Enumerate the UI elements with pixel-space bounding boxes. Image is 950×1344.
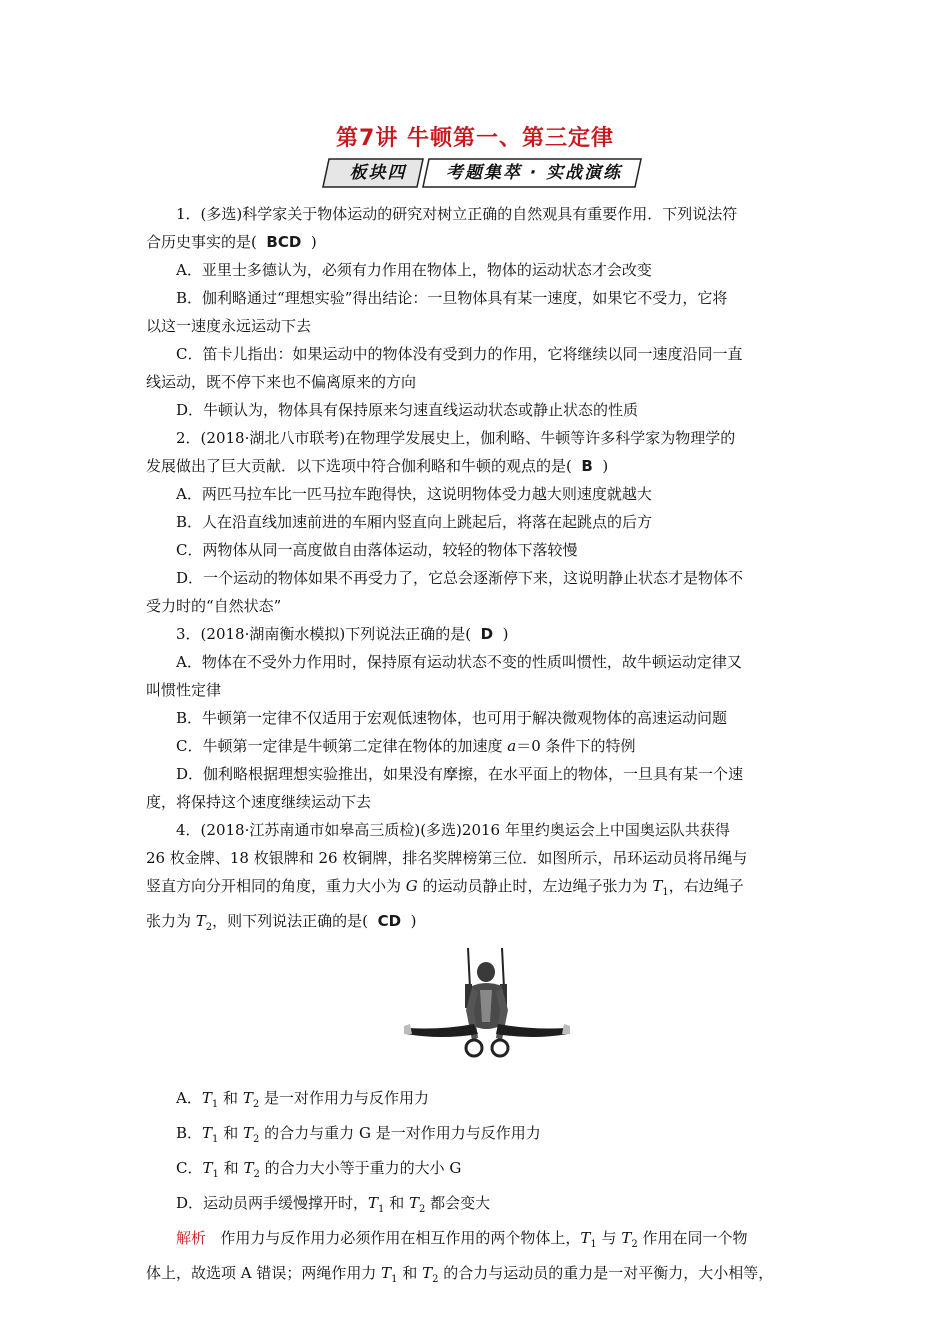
q4-answer: CD	[377, 912, 402, 930]
q4-option-b: B．$T_1$ 和 $T_2$ 的合力与重力 G 是一对作用力与反作用力	[176, 1124, 541, 1145]
q2-option-a: A．两匹马拉车比一匹马拉车跑得快，这说明物体受力越大则速度就越大	[176, 485, 652, 503]
gymnast-rings-photo	[146, 948, 810, 1078]
page-title: 第7讲 牛顿第一、第三定律	[336, 126, 614, 151]
banner-section-title: 考题集萃 · 实战演练	[445, 163, 623, 183]
q2-option-d: D．一个运动的物体如果不再受力了，它总会逐渐停下来，这说明静止状态才是物体不	[176, 569, 744, 587]
q2-stem: 2．(2018·湖北八市联考)在物理学发展史上，伽利略、牛顿等许多科学家为物理学的	[176, 429, 736, 447]
q3-option-d-cont: 度，将保持这个速度继续运动下去	[146, 793, 372, 811]
q3-stem: 3．(2018·湖南衡水模拟)下列说法正确的是( D )	[146, 620, 810, 648]
q1-option-b-cont: 以这一速度永远运动下去	[146, 317, 312, 335]
q2-option-b: B．人在沿直线加速前进的车厢内竖直向上跳起后，将落在起跳点的后方	[176, 513, 653, 531]
q1-stem: 1．(多选)科学家关于物体运动的研究对树立正确的自然观具有重要作用．下列说法符	[176, 205, 738, 223]
q3-option-d: D．伽利略根据理想实验推出，如果没有摩擦，在水平面上的物体，一旦具有某一个速	[176, 765, 744, 783]
q4-stem-line3: 竖直方向分开相同的角度，重力大小为 G 的运动员静止时，左边绳子张力为 $T_1$，右边绳子	[146, 877, 744, 898]
q4-option-c: C．$T_1$ 和 $T_2$ 的合力大小等于重力的大小 G	[176, 1159, 462, 1180]
q4-stem-line2: 26 枚金牌、18 枚银牌和 26 枚铜牌，排名奖牌榜第三位．如图所示，吊环运动员将吊绳与	[146, 849, 748, 867]
banner-section-label: 板块四	[349, 163, 407, 183]
analysis-label: 解析	[176, 1229, 207, 1247]
q3-option-b: B．牛顿第一定律不仅适用于宏观低速物体，也可用于解决微观物体的高速运动问题	[176, 709, 728, 727]
q3-option-a: A．物体在不受外力作用时，保持原有运动状态不变的性质叫惯性，故牛顿运动定律又	[176, 653, 742, 671]
q1-option-c-cont: 线运动，既不停下来也不偏离原来的方向	[146, 373, 417, 391]
q4-option-d: D．运动员两手缓慢撑开时，$T_1$ 和 $T_2$ 都会变大	[176, 1194, 491, 1215]
q1-stem-cont: 合历史事实的是( BCD )	[146, 228, 810, 256]
q3-option-a-cont: 叫惯性定律	[146, 681, 222, 699]
q2-answer: B	[581, 457, 593, 475]
q2-option-c: C．两物体从同一高度做自由落体运动，较轻的物体下落较慢	[176, 541, 578, 559]
q4-option-a: A．$T_1$ 和 $T_2$ 是一对作用力与反作用力	[176, 1089, 429, 1110]
analysis-line-2: 体上，故选项 A 错误；两绳作用力 $T_1$ 和 $T_2$ 的合力与运动员的重力是一对平衡力，大小相等，	[146, 1264, 774, 1285]
q4-stem: 4．(2018·江苏南通市如皋高三质检)(多选)2016 年里约奥运会上中国奥运队共获得	[176, 821, 730, 839]
q4-stem-line4: 张力为 $T_2$，则下列说法正确的是( CD )	[146, 907, 810, 942]
section-banner	[319, 156, 645, 190]
q3-answer: D	[480, 625, 494, 643]
q3-option-c: C．牛顿第一定律是牛顿第二定律在物体的加速度 a＝0 条件下的特例	[176, 737, 636, 755]
q1-option-c: C．笛卡儿指出：如果运动中的物体没有受到力的作用，它将继续以同一速度沿同一直	[176, 345, 743, 363]
analysis-line-1: 解析 作用力与反作用力必须作用在相互作用的两个物体上，$T_1$ 与 $T_2$ 作用在同一个物	[176, 1229, 748, 1250]
q1-option-a: A．亚里士多德认为，必须有力作用在物体上，物体的运动状态才会改变	[176, 261, 652, 279]
q1-option-b: B．伽利略通过“理想实验”得出结论：一旦物体具有某一速度，如果它不受力，它将	[176, 289, 728, 307]
question-content	[146, 200, 810, 1294]
q2-option-d-cont: 受力时的“自然状态”	[146, 597, 282, 615]
q1-answer: BCD	[266, 233, 302, 251]
q1-option-d: D．牛顿认为，物体具有保持原来匀速直线运动状态或静止状态的性质	[176, 401, 639, 419]
q2-stem-cont: 发展做出了巨大贡献．以下选项中符合伽利略和牛顿的观点的是( B )	[146, 452, 810, 480]
